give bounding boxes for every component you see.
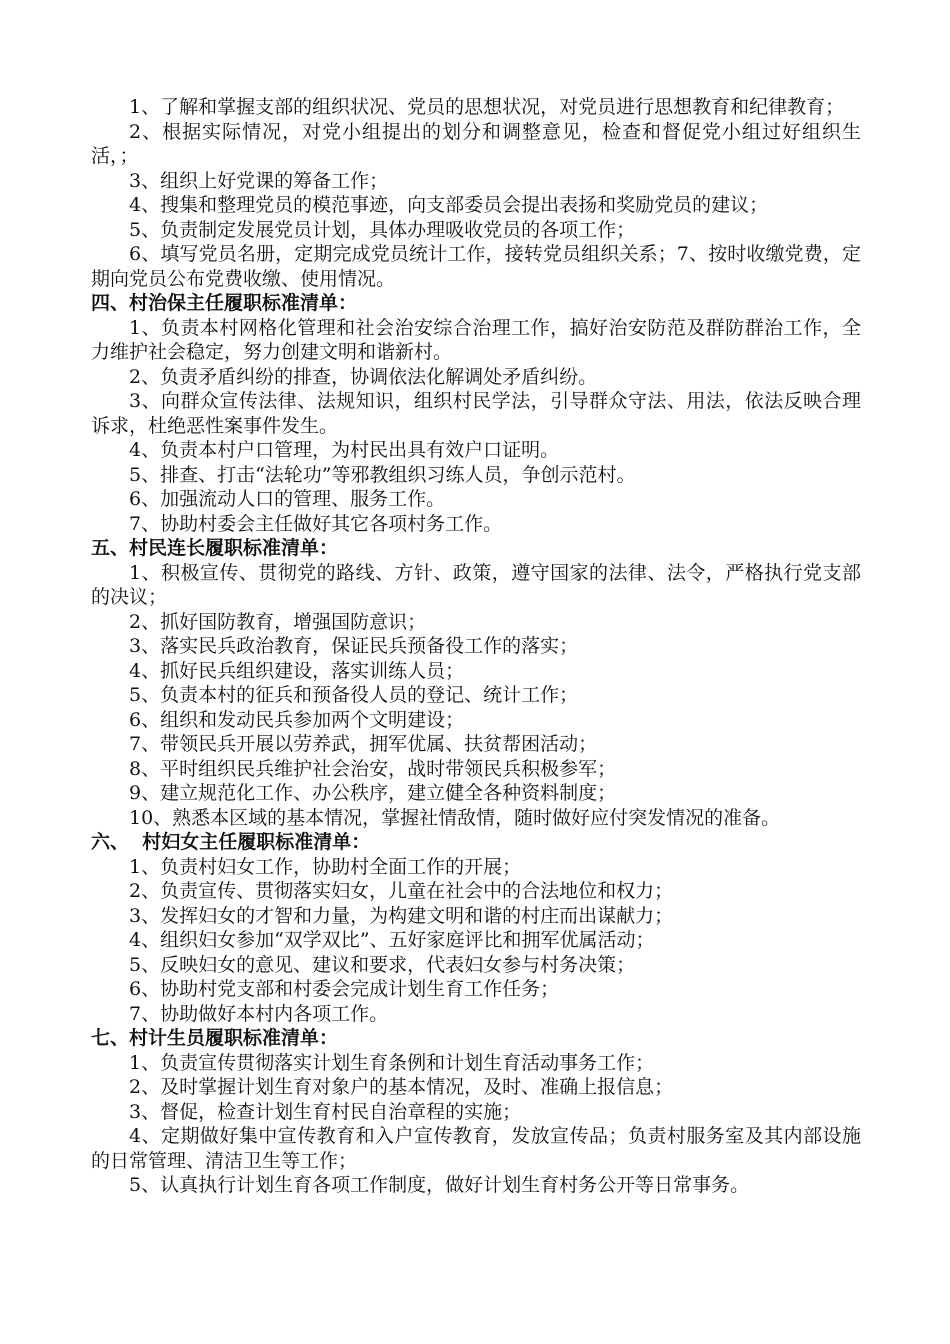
list-item: 7、带领民兵开展以劳养武，拥军优属、扶贫帮困活动；	[129, 733, 598, 755]
list-item: 2、抓好国防教育，增强国防意识；	[129, 610, 427, 633]
list-item: 4、搜集和整理党员的模范事迹，向支部委员会提出表扬和奖励党员的建议；	[129, 194, 769, 216]
list-item: 8、平时组织民兵维护社会治安，战时带领民兵积极参军；	[129, 757, 617, 780]
list-item: 3、发挥妇女的才智和力量，为构建文明和谐的村庄而出谋献力；	[129, 904, 674, 927]
list-item: 1、负责村妇女工作，协助村全面工作的开展；	[129, 855, 522, 878]
list-item: 1、负责本村网格化管理和社会治安综合治理工作，搞好治安防范及群防群治工作，全力维护社会稳定，努力创建文明和谐新村。	[91, 316, 861, 363]
list-item: 2、及时掌握计划生育对象户的基本情况，及时、准确上报信息；	[129, 1076, 674, 1098]
list-item: 1、了解和掌握支部的组织状况、党员的思想状况，对党员进行思想教育和纪律教育；	[129, 96, 845, 118]
list-item: 5、反映妇女的意见、建议和要求，代表妇女参与村务决策；	[129, 953, 636, 976]
list-item: 4、组织妇女参加“双学双比”、五好家庭评比和拥军优属活动；	[129, 929, 655, 951]
section-heading-5: 五、村民连长履职标准清单：	[91, 537, 339, 559]
list-item: 2、根据实际情况，对党小组提出的划分和调整意见，检查和督促党小组过好组织生活，；	[91, 120, 861, 167]
list-item: 5、认真执行计划生育各项工作制度，做好计划生育村务公开等日常事务。	[129, 1174, 750, 1196]
document-body	[91, 95, 861, 1198]
list-item: 9、建立规范化工作、办公秩序，建立健全各种资料制度；	[129, 782, 617, 804]
list-item: 6、组织和发动民兵参加两个文明建设；	[129, 708, 465, 731]
list-item: 10、熟悉本区域的基本情况，掌握社情敌情，随时做好应付突发情况的准备。	[129, 806, 781, 829]
list-item: 3、落实民兵政治教育，保证民兵预备役工作的落实；	[129, 635, 579, 657]
list-item: 2、负责宣传、贯彻落实妇女，儿童在社会中的合法地位和权力；	[129, 880, 674, 902]
list-item: 4、抓好民兵组织建设，落实训练人员；	[129, 659, 465, 682]
section-heading-4: 四、村治保主任履职标准清单：	[91, 292, 358, 314]
list-item: 1、负责宣传贯彻落实计划生育条例和计划生育活动事务工作；	[129, 1051, 655, 1074]
section-heading-7: 七、村计生员履职标准清单：	[91, 1027, 339, 1049]
list-item: 6、填写党员名册，定期完成党员统计工作，接转党员组织关系；7、按时收缴党费，定期向党员公布党费收缴、使用情况。	[91, 243, 861, 290]
list-item: 3、向群众宣传法律、法规知识，组织村民学法，引导群众守法、用法，依法反映合理诉求，杜绝恶性案事件发生。	[91, 390, 861, 437]
list-item: 3、组织上好党课的筹备工作；	[129, 169, 389, 192]
list-item: 7、协助做好本村内各项工作。	[129, 1002, 389, 1025]
list-item: 4、定期做好集中宣传教育和入户宣传教育，发放宣传品；负责村服务室及其内部设施的日常管理、清洁卫生等工作；	[91, 1125, 861, 1172]
list-item: 7、协助村委会主任做好其它各项村务工作。	[129, 512, 503, 535]
list-item: 3、督促，检查计划生育村民自治章程的实施；	[129, 1100, 522, 1123]
list-item: 2、负责矛盾纠纷的排查，协调依法化解调处矛盾纠纷。	[129, 365, 598, 388]
list-item: 1、积极宣传、贯彻党的路线、方针、政策，遵守国家的法律、法令，严格执行党支部的决议；	[91, 561, 861, 608]
section-heading-6: 六、 村妇女主任履职标准清单：	[91, 831, 371, 853]
list-item: 5、负责制定发展党员计划，具体办理吸收党员的各项工作；	[129, 218, 636, 241]
list-item: 6、协助村党支部和村委会完成计划生育工作任务；	[129, 978, 560, 1000]
list-item: 4、负责本村户口管理，为村民出具有效户口证明。	[129, 439, 560, 461]
list-item: 6、加强流动人口的管理、服务工作。	[129, 488, 446, 510]
list-item: 5、负责本村的征兵和预备役人员的登记、统计工作；	[129, 684, 579, 706]
list-item: 5、排查、打击“法轮功”等邪教组织习练人员，争创示范村。	[129, 463, 636, 486]
